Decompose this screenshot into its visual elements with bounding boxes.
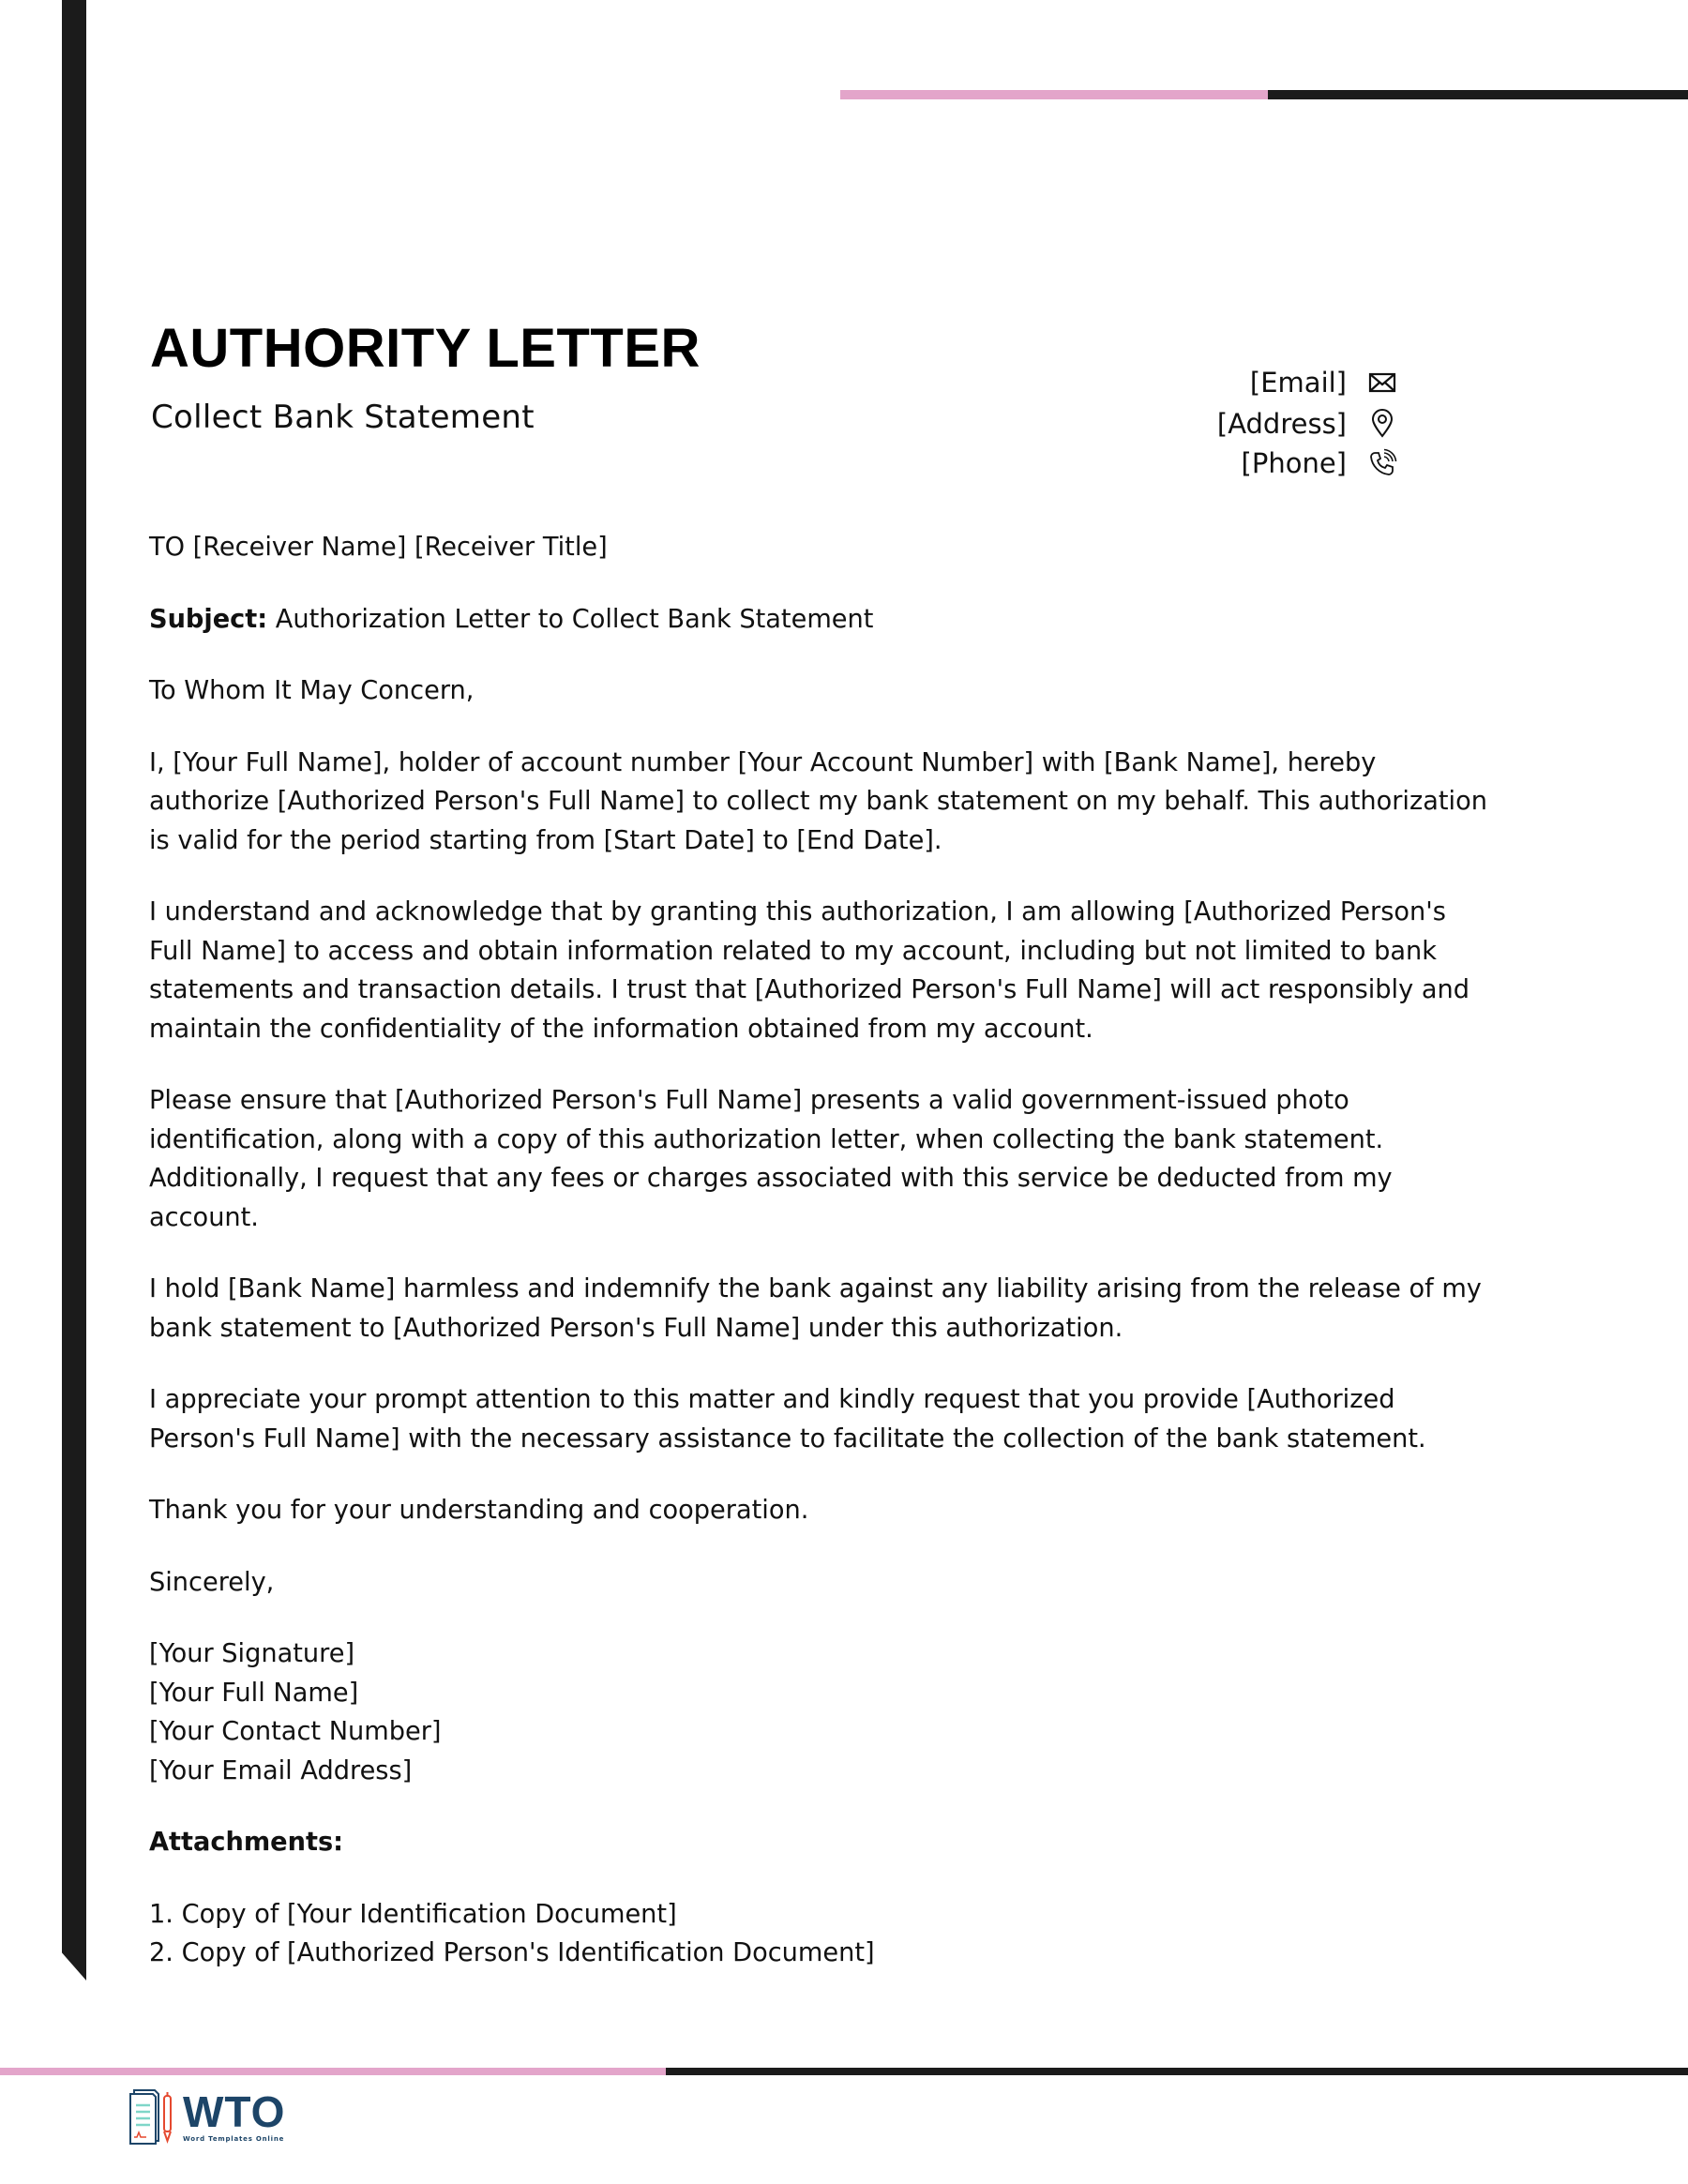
salutation: To Whom It May Concern, xyxy=(149,676,475,705)
map-pin-icon xyxy=(1367,409,1397,439)
contact-phone-text: [Phone] xyxy=(1241,447,1347,479)
paragraph-line: is valid for the period starting from [Start Date] to [End Date]. xyxy=(149,825,942,855)
attachment-item: 2. Copy of [Authorized Person's Identification Document] xyxy=(149,1938,875,1967)
bottom-rule-pink xyxy=(0,2068,666,2075)
attachments-heading: Attachments: xyxy=(149,1828,344,1857)
attachment-item: 1. Copy of [Your Identification Document] xyxy=(149,1899,677,1929)
paragraph-request xyxy=(149,1380,1556,1458)
logo-text xyxy=(183,2087,286,2143)
paragraph-authorization xyxy=(149,744,1556,861)
email-address-placeholder: [Your Email Address] xyxy=(149,1755,413,1785)
paragraph-line: bank statement to [Authorized Person's Full Name] under this authorization. xyxy=(149,1313,1123,1343)
full-name-placeholder: [Your Full Name] xyxy=(149,1678,359,1708)
attachments-list xyxy=(149,1895,1556,1973)
contact-email xyxy=(1022,361,1397,404)
top-rule-black xyxy=(1268,90,1688,99)
paragraph-line: account. xyxy=(149,1202,259,1232)
letter-body xyxy=(149,528,1556,1973)
paragraph-line: identification, along with a copy of this authorization letter, when collecting the bank statement. xyxy=(149,1124,1384,1154)
paragraph-line: Person's Full Name] with the necessary assistance to facilitate the collection of the bank statement. xyxy=(149,1423,1426,1453)
closing: Sincerely, xyxy=(149,1567,275,1597)
paragraph-identification xyxy=(149,1081,1556,1237)
paragraph-line: statements and transaction details. I trust that [Authorized Person's Full Name] will act responsibly and xyxy=(149,975,1469,1004)
bottom-rule-black xyxy=(666,2068,1688,2075)
signature-placeholder: [Your Signature] xyxy=(149,1639,355,1668)
envelope-icon xyxy=(1367,368,1397,398)
paragraph-line: maintain the confidentiality of the information obtained from my account. xyxy=(149,1014,1093,1044)
paragraph-line: Additionally, I request that any fees or charges associated with this service be deducted from my xyxy=(149,1164,1393,1193)
thanks-line: Thank you for your understanding and cooperation. xyxy=(149,1496,809,1525)
signature-block xyxy=(149,1634,1556,1790)
paragraph-line: I understand and acknowledge that by granting this authorization, I am allowing [Authorized Person's xyxy=(149,897,1446,926)
logo-wordmark: WTO xyxy=(183,2087,286,2136)
paragraph-line: I hold [Bank Name] harmless and indemnify the bank against any liability arising from the release of my xyxy=(149,1274,1482,1303)
paragraph-line: authorize [Authorized Person's Full Name] to collect my bank statement on my behalf. This authorization xyxy=(149,787,1487,816)
contact-email-text: [Email] xyxy=(1249,367,1347,399)
document-title: AUTHORITY LETTER xyxy=(150,318,701,379)
contact-address-text: [Address] xyxy=(1216,408,1347,440)
paragraph-indemnity xyxy=(149,1270,1556,1348)
paragraph-line: I, [Your Full Name], holder of account number [Your Account Number] with [Bank Name], hereby xyxy=(149,747,1377,777)
subject-line xyxy=(149,600,1556,640)
wto-logo xyxy=(127,2084,314,2149)
top-rule-pink xyxy=(840,90,1268,99)
subject-label: Subject: xyxy=(149,604,268,634)
logo-tagline: Word Templates Online xyxy=(183,2135,285,2143)
contact-phone xyxy=(1022,444,1397,483)
contact-address xyxy=(1022,404,1397,444)
paragraph-line: Full Name] to access and obtain information related to my account, including but not limited to bank xyxy=(149,936,1437,966)
paragraph-line: I appreciate your prompt attention to this matter and kindly request that you provide [Authorized xyxy=(149,1385,1395,1414)
document-pen-logo-icon xyxy=(127,2086,179,2146)
contact-block xyxy=(1022,361,1397,483)
left-accent-bar xyxy=(62,0,86,1981)
subject-text: Authorization Letter to Collect Bank Statement xyxy=(267,604,874,634)
paragraph-line: Please ensure that [Authorized Person's Full Name] presents a valid government-issued photo xyxy=(149,1086,1349,1115)
paragraph-acknowledgement xyxy=(149,893,1556,1048)
recipient-line: TO [Receiver Name] [Receiver Title] xyxy=(149,533,608,562)
contact-number-placeholder: [Your Contact Number] xyxy=(149,1717,442,1746)
phone-icon xyxy=(1367,448,1397,478)
document-subtitle: Collect Bank Statement xyxy=(151,399,535,436)
